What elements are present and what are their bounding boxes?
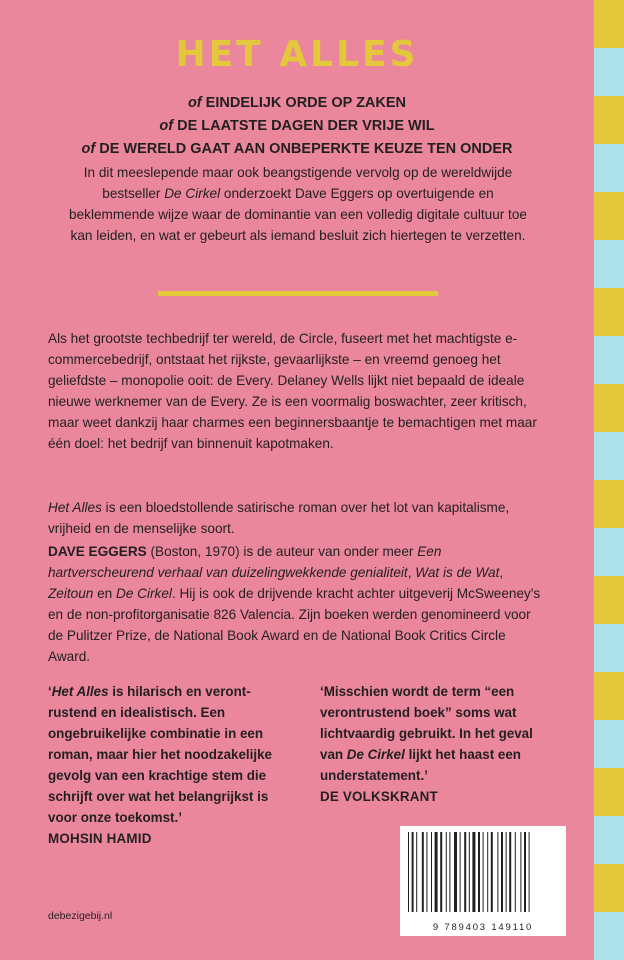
isbn-number: 9 789403 149110 [432,922,534,933]
intro-blurb: In dit meeslepende maar ook beangstigende vervolg op de wereldwijde bestseller De Cirkel onderzoekt Dave Eggers op overtuigende en beklemmende wijze waar de dominantie van een volledig digitale cultuur toe kan leiden, en wat er gebeurt als iemand besluit zich hiertegen te verzetten. [69,165,527,243]
publisher-website[interactable]: debezigebij.nl [48,910,113,922]
barcode-bar [426,832,427,912]
stripe-band [594,912,624,960]
barcode-bar [440,832,442,912]
barcode-bar [487,832,488,912]
barcode-bar [483,832,484,912]
barcode-bar [524,832,526,912]
barcode-bar [460,832,461,912]
side-stripe [594,0,624,960]
stripe-band [594,288,624,336]
book-title: HET ALLES [175,34,419,75]
barcode-bar [501,832,503,912]
barcode-bar [435,832,438,912]
stripe-band [594,768,624,816]
divider [158,291,438,296]
stripe-band [594,96,624,144]
stripe-band [594,480,624,528]
barcode-bar [446,832,447,912]
stripe-band [594,0,624,48]
subtitle-line: of DE LAATSTE DAGEN DER VRIJE WIL [159,118,435,134]
quote-source: MOHSIN HAMID [48,831,152,846]
barcode-bar [449,832,450,912]
barcode-bar [408,832,409,912]
stripe-band [594,528,624,576]
barcode-bar [416,832,417,912]
barcode-bar [472,832,475,912]
stripe-band [594,816,624,864]
stripe-band [594,720,624,768]
barcode-bar [506,832,507,912]
subtitle-line: of EINDELIJK ORDE OP ZAKEN [187,95,407,111]
subtitle-line: of DE WERELD GAAT AAN ONBEPERKTE KEUZE TEN ONDER [81,141,513,157]
quote-volkskrant: ‘Misschien wordt de term “een verontrustend boek” soms wat lichtvaardig gebruikt. In het geval van De Cirkel lijkt het haast een understatement.’ DE VOLKSKRANT [320,681,550,807]
synopsis-paragraph: Als het grootste techbedrijf ter wereld, de Circle, fuseert met het machtigste e-commercebedrijf, ontstaat het rijkste, gevaarlijkste – en vreemd genoeg het geliefdste – monopolie ooit: de Every. Delaney Wells lijkt niet bepaald de ideale nieuwe werknemer van de Every. Ze is een voormalig boswachter, zeer kritisch, maar weet dankzij haar charmes een beginnersbaantje te bemachtigen met maar één doel: het bedrijf van binnenuit kapotmaken. [48,331,537,451]
stripe-band [594,336,624,384]
barcode-bar [422,832,424,912]
barcode-bar [454,832,457,912]
barcode-bar [478,832,480,912]
author-name: DAVE EGGERS [48,544,147,559]
stripe-band [594,624,624,672]
stripe-band [594,240,624,288]
author-bio: DAVE EGGERS (Boston, 1970) is de auteur van onder meer Een hartverscheurend verhaal van duizelingwekkende genialiteit, Wat is de Wat, Zeitoun en De Cirkel. Hij is ook de drijvende kracht achter uitgeverij McSweeney's en de non-profitorganisatie 826 Valencia. Zijn boeken werden genomineerd voor de Pulitzer Prize, de National Book Award en de National Book Critics Circle Award. [48,544,541,664]
stripe-band [594,864,624,912]
stripe-band [594,192,624,240]
barcode-bar [520,832,521,912]
stripe-band [594,672,624,720]
stripe-band [594,48,624,96]
barcode-bar [529,832,530,912]
stripe-band [594,384,624,432]
stripe-band [594,432,624,480]
barcode-bar [491,832,493,912]
barcode-bar [515,832,516,912]
quote-source: DE VOLKSKRANT [320,789,438,804]
barcode-bar [497,832,498,912]
barcode-bar [464,832,466,912]
subtitles [0,92,594,161]
barcode-bar [431,832,432,912]
quote-mohsin-hamid: ‘Het Alles is hilarisch en veront-rustend en idealistisch. Een ongebruikelijke combinatie in een roman, maar hier het noodzakelijke gevolg van een krachtige stem die schrijft over wat het belangrijkst is voor onze toekomst.’ MOHSIN HAMID [48,681,298,849]
barcode-bar [509,832,511,912]
stripe-band [594,144,624,192]
tagline-paragraph: Het Alles is een bloedstollende satirische roman over het lot van kapitalisme, vrijheid en de menselijke soort. [48,500,510,536]
barcode-bar [412,832,414,912]
stripe-band [594,576,624,624]
barcode-bar [469,832,470,912]
barcode-bars [406,832,560,914]
isbn-barcode [400,826,566,936]
